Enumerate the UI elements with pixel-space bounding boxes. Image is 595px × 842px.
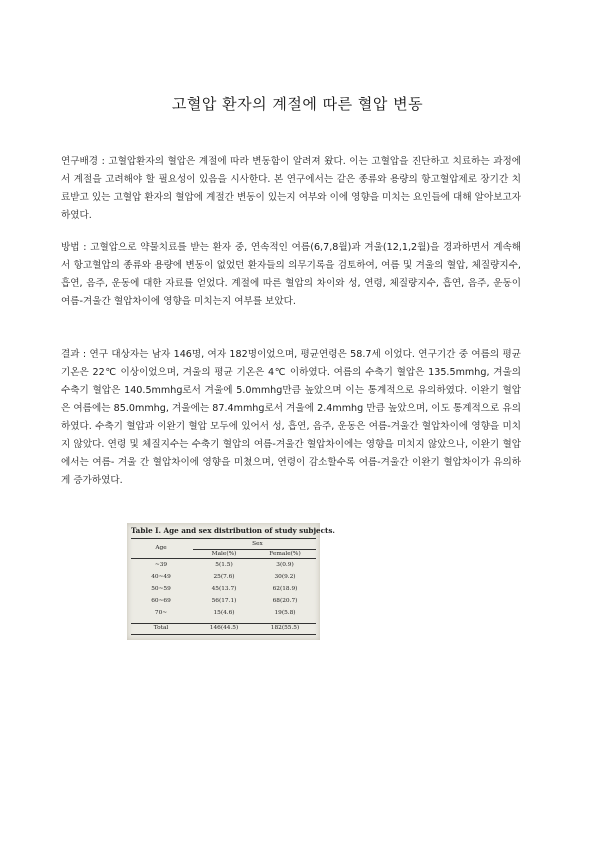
row-male: 25(7.6) [213, 574, 235, 580]
row-male: 56(17.1) [211, 598, 237, 604]
row-female: 19(5.8) [274, 610, 296, 616]
total-age: Total [153, 625, 169, 631]
total-rule [131, 623, 316, 624]
row-male: 15(4.6) [213, 610, 235, 616]
row-age: 70~ [154, 610, 168, 616]
total-female: 182(55.5) [270, 625, 300, 631]
row-male: 5(1.5) [215, 562, 233, 568]
header-female: Female(%) [269, 551, 301, 557]
paragraph-results: 결과 : 연구 대상자는 남자 146명, 여자 182명이었으며, 평균연령은 58.7세 이었다. 연구기간 중 여름의 평균기온은 22℃ 이상이었으며, 겨울의 평균 기온은 4℃ 이하였다. 여름의 수축기 혈압은 135.5mmhg, 겨울의 수축기 혈압은 140.5mmhg로서 겨울에 5.0mmhg만큼 높았으며 이는 통계적으로 유의하였다. 이완기 혈압은 여름에는 85.0mmhg, 겨울에는 87.4mmhg로서 겨울에 2.4mmhg 만큼 높았으며, 이도 통계적으로 유의하였다. 수축기 혈압과 이완기 혈압 모두에 있어서 성, 흡연, 음주, 운동은 여름-겨울간 혈압차이에 영향을 미치지 않았다. 연령 및 체질지수는 수축기 혈압의 여름-겨울간 혈압차이에는 영향을 미치지 않았으나, 이완기 혈압에서는 여름- 겨울 간 혈압차이에 영향을 미쳤으며, 연령이 감소할수록 여름-겨울간 이완기 혈압차이가 유의하게 증가하였다. [61, 349, 521, 486]
table-top-rule [131, 538, 316, 539]
table-bottom-rule [131, 634, 316, 635]
table-caption: Table I. Age and sex distribution of study subjects. [131, 526, 335, 535]
row-female: 3(0.9) [276, 562, 294, 568]
age-sex-table-image [127, 523, 335, 640]
paragraph-background: 연구배경 : 고혈압환자의 혈압은 계절에 따라 변동함이 알려져 왔다. 이는 고혈압을 진단하고 치료하는 과정에서 계절을 고려해야 할 필요성이 있음을 시사한다. 본 연구에서는 같은 종류와 용량의 항고혈압제로 장기간 치료받고 있는 고혈압 환자의 혈압에 계절간 변동이 있는지 여부와 이에 영향을 미치는 요인들에 대해 알아보고자 하였다. [61, 156, 521, 221]
header-sex: Sex [252, 541, 263, 547]
sex-header-rule [193, 549, 316, 550]
row-age: ~39 [154, 562, 168, 568]
row-age: 50~59 [151, 586, 171, 592]
document-title: 고혈압 환자의 계절에 따른 혈압 변동 [171, 95, 424, 113]
header-male: Male(%) [211, 551, 237, 557]
row-male: 45(13.7) [211, 586, 237, 592]
total-male: 146(44.5) [209, 625, 239, 631]
header-bottom-rule [131, 558, 316, 559]
header-age: Age [155, 545, 167, 551]
paragraph-methods: 방법 : 고혈압으로 약물치료를 받는 환자 중, 연속적인 여름(6,7,8월)과 겨울(12,1,2월)을 경과하면서 계속해서 항고혈압의 종류와 용량에 변동이 없었던 환자들의 의무기록을 검토하여, 여름 및 겨울의 혈압, 체질량지수, 흡연, 음주, 운동에 대한 자료를 얻었다. 계절에 따른 혈압의 차이와 성, 연령, 체질량지수, 흡연, 음주, 운동이 여름-겨울간 혈압차이에 영향을 미치는지 여부를 보았다. [61, 242, 521, 307]
row-female: 68(20.7) [272, 598, 298, 604]
row-age: 60~69 [151, 598, 171, 604]
row-age: 40~49 [151, 574, 171, 580]
row-female: 30(9.2) [274, 574, 296, 580]
row-female: 62(18.9) [272, 586, 298, 592]
